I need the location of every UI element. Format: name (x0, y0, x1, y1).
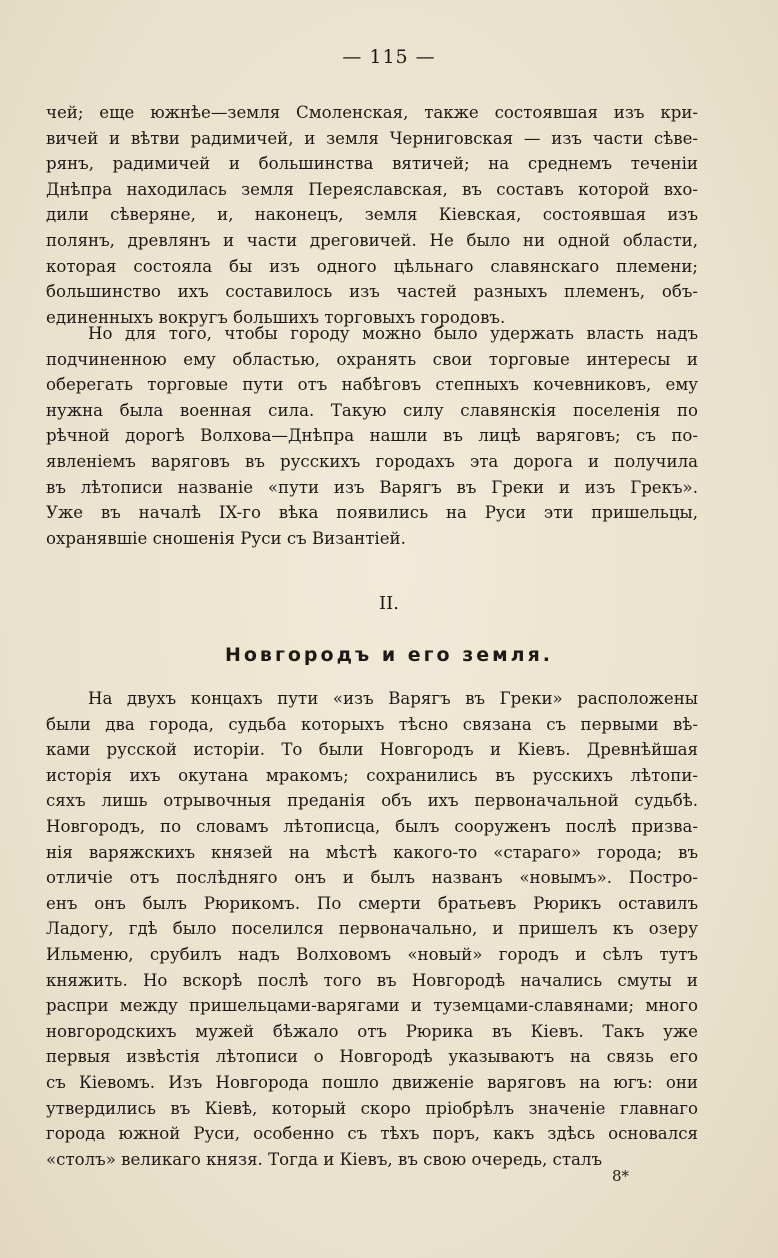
section-title: Новгородъ и его земля. (224, 644, 554, 666)
text-line: Ладогу, гдѣ было поселился первоначально, и пришелъ къ озеру (46, 919, 698, 939)
paragraph-military-force (46, 321, 698, 551)
text-line: отличiе отъ послѣдняго онъ и былъ названъ «новымъ». Постро- (46, 868, 698, 888)
text-line: которая состояла бы изъ одного цѣльнаго славянскаго племени; (46, 256, 698, 276)
text-line: дили сѣверяне, и, наконецъ, земля Кiевская, состоявшая изъ (46, 205, 698, 225)
text-line: нiя варяжскихъ князей на мѣстѣ какого-то «стараго» города; въ (46, 842, 698, 862)
text-line: рянъ, радимичей и большинства вятичей; на среднемъ теченiи (46, 154, 698, 174)
text-line: полянъ, древлянъ и части дреговичей. Не было ни одной области, (46, 230, 698, 250)
text-line: Но для того, чтобы городу можно было удержать власть надъ (88, 324, 698, 343)
section-number: II. (379, 593, 399, 614)
text-line: города южной Руси, особенно съ тѣхъ поръ, какъ здѣсь основался (46, 1124, 698, 1144)
text-line: новгородскихъ мужей бѣжало отъ Рюрика въ Кiевъ. Такъ уже (46, 1021, 698, 1041)
text-line: распри между пришельцами-варягами и туземцами-славянами; много (46, 996, 698, 1016)
text-line: енъ онъ былъ Рюрикомъ. По смерти братьевъ Рюрикъ оставилъ (46, 893, 698, 913)
text-line: «столъ» великаго князя. Тогда и Кiевъ, въ свою очередь, сталъ (46, 1149, 602, 1169)
text-line: ками русской исторiи. То были Новгородъ и Кiевъ. Древнѣйшая (46, 740, 698, 760)
text-line: въ лѣтописи названiе «пути изъ Варягъ въ Греки и изъ Грекъ». (46, 477, 698, 497)
text-line: княжить. Но вскорѣ послѣ того въ Новгородѣ начались смуты и (46, 970, 698, 990)
signature-mark: 8* (612, 1167, 630, 1185)
text-line: единенныхъ вокругъ большихъ торговыхъ городовъ. (46, 307, 506, 327)
page-number: — 115 — (342, 46, 436, 68)
text-line: чей; еще южнѣе—земля Смоленская, также состоявшая изъ кри- (46, 103, 698, 122)
text-line: нужна была военная сила. Такую силу славянскiя поселенiя по (46, 400, 698, 420)
text-line: На двухъ концахъ пути «изъ Варягъ въ Греки» расположены (88, 689, 698, 708)
text-line: утвердились въ Кiевѣ, который скоро прiобрѣлъ значенiе главнаго (46, 1098, 698, 1118)
text-line: охранявшiе сношенiя Руси съ Византiей. (46, 528, 406, 548)
text-line: вичей и вѣтви радимичей, и земля Черниговская — изъ части сѣве- (46, 128, 698, 148)
text-line: первыя извѣстiя лѣтописи о Новгородѣ указываютъ на связь его (46, 1047, 698, 1067)
text-line: подчиненною ему областью, охранять свои торговые интересы и (46, 349, 698, 369)
text-line: рѣчной дорогѣ Волхова—Днѣпра нашли въ лицѣ варяговъ; съ по- (46, 426, 698, 446)
text-line: Днѣпра находилась земля Переяславская, въ составъ которой вхо- (46, 179, 698, 199)
text-line: большинство ихъ составилось изъ частей разныхъ племенъ, объ- (46, 282, 698, 302)
paragraph-continued (46, 100, 698, 330)
text-line: Ильменю, срубилъ надъ Волховомъ «новый» городъ и сѣлъ тутъ (46, 944, 698, 964)
text-line: были два города, судьба которыхъ тѣсно связана съ первыми вѣ- (46, 714, 698, 734)
text-line: Новгородъ, по словамъ лѣтописца, былъ сооруженъ послѣ призва- (46, 816, 698, 836)
paragraph-novgorod (46, 686, 698, 1172)
text-line: Уже въ началѣ IX-го вѣка появились на Руси эти пришельцы, (46, 503, 698, 523)
text-line: исторiя ихъ окутана мракомъ; сохранились въ русскихъ лѣтопи- (46, 765, 698, 785)
text-line: съ Кiевомъ. Изъ Новгорода пошло движенiе варяговъ на югъ: они (46, 1072, 698, 1092)
text-line: явленiемъ варяговъ въ русскихъ городахъ эта дорога и получила (46, 451, 698, 471)
text-line: оберегать торговые пути отъ набѣговъ степныхъ кочевниковъ, ему (46, 375, 698, 395)
text-line: сяхъ лишь отрывочныя преданiя объ ихъ первоначальной судьбѣ. (46, 791, 698, 811)
